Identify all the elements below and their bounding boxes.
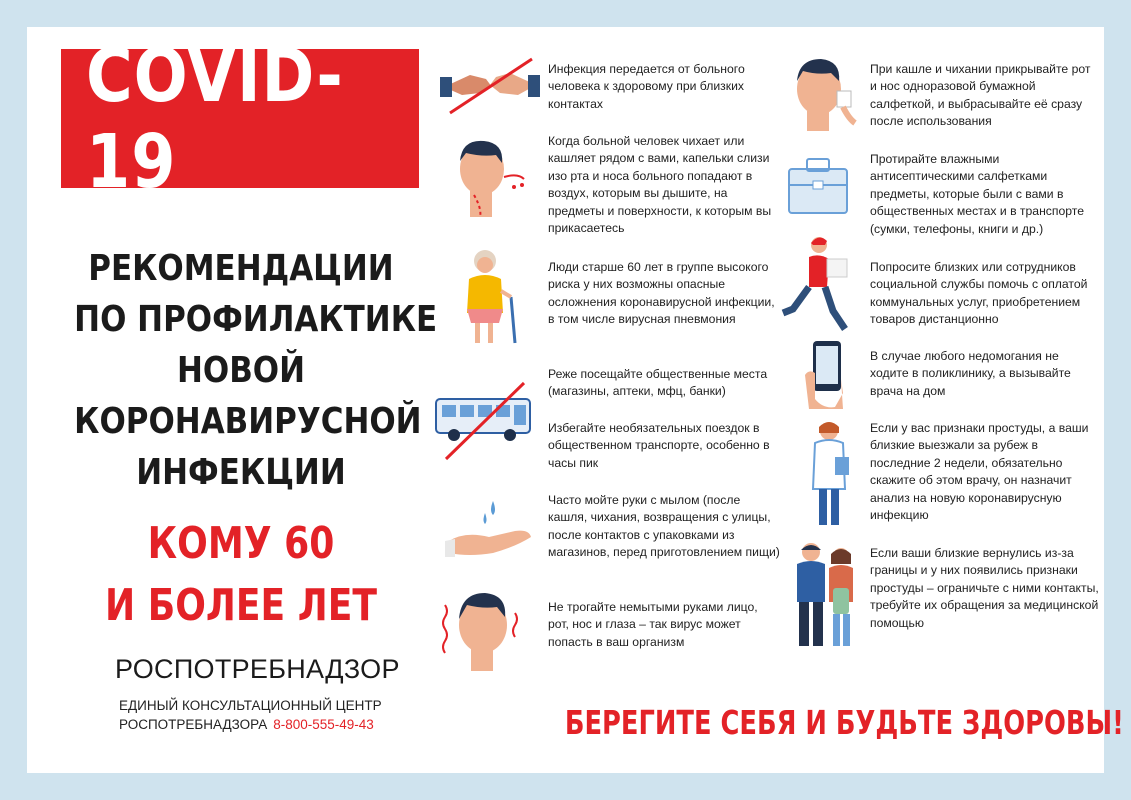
handwashing-icon	[445, 497, 535, 561]
recommendation-text: Избегайте необязательных поездок в общественном транспорте, особенно в часы пик	[548, 421, 770, 470]
recommendation-text: Реже посещайте общественные места (магазины, аптеки, мфц, банки)	[548, 367, 768, 399]
delivery-courier-icon	[779, 233, 855, 333]
headline-line: НОВОЙ	[176, 350, 306, 391]
recommendation-text: Люди старше 60 лет в группе высокого риска у них возможны опасные осложнения коронавирусной инфекции, в том числе вирусная пневмония	[548, 260, 775, 327]
elderly-woman-icon	[457, 247, 523, 347]
recommendation-text: Попросите близких или сотрудников социальной службы помочь с оплатой коммунальных услуг, приобретением товаров дистанционно	[870, 260, 1088, 327]
recommendation-text: Часто мойте руки с мылом (после кашля, чихания, возвращения с улицы, после контактов с упаковками из магазинов, перед приготовлением пищи)	[548, 493, 780, 560]
bus-crossed-icon	[432, 381, 536, 461]
recommendation-text: При кашле и чихании прикрывайте рот и нос одноразовой бумажной салфеткой, и выбрасывайте её сразу после использования	[870, 62, 1091, 129]
covid-title-banner	[61, 32, 419, 205]
recommendation-text: Если у вас признаки простуды, а ваши близкие выезжали за рубеж в последние 2 недели, обязательно скажите об этом врачу, он назначит анализ на новую коронавирусную инфекцию	[870, 421, 1089, 523]
org-name: РОСПОТРЕБНАДЗОР	[115, 654, 400, 684]
wipes-box-icon	[785, 155, 851, 217]
age-line: И БОЛЕЕ ЛЕТ	[105, 580, 377, 631]
covid-title: COVID-19	[86, 32, 344, 205]
headline-line: РЕКОМЕНДАЦИИ	[88, 248, 394, 289]
sneezing-person-icon	[452, 135, 532, 219]
recommendation-text: Когда больной человек чихает или кашляет рядом с вами, капельки слизи изо рта и носа больного попадают в воздух, которым вы дышите, на предметы и поверхности, к которым вы прикасаетесь	[548, 134, 772, 236]
headline-line: КОРОНАВИРУСНОЙ	[74, 401, 422, 442]
slogan-text: БЕРЕГИТЕ СЕБЯ И БУДЬТЕ ЗДОРОВЫ!	[564, 703, 1124, 742]
cover-cough-icon	[789, 53, 861, 133]
age-group-title	[47, 513, 435, 637]
hotline-phone[interactable]: 8-800-555-49-43	[273, 717, 374, 732]
recommendation-text: Не трогайте немытыми руками лицо, рот, нос и глаза – так вирус может попасть в ваш организм	[548, 600, 758, 649]
recommendation-text: Если ваши близкие вернулись из-за границы и у них появились признаки простуды – ограничьте с ними контакты, требуйте их обращения за медицинской помощью	[870, 546, 1099, 630]
consult-center-line1: ЕДИНЫЙ КОНСУЛЬТАЦИОННЫЙ ЦЕНТР	[119, 698, 382, 713]
no-face-touch-icon	[439, 585, 521, 673]
travelers-icon	[789, 540, 863, 650]
consult-center-name: РОСПОТРЕБНАДЗОРА	[119, 717, 268, 732]
headline	[47, 243, 438, 498]
recommendation-text: В случае любого недомогания не ходите в поликлинику, а вызывайте врача на дом	[870, 349, 1071, 398]
age-line: КОМУ 60	[147, 518, 335, 569]
poster	[27, 27, 1124, 773]
phone-in-hand-icon	[803, 339, 849, 411]
consult-center-line2	[119, 717, 374, 732]
recommendation-text: Протирайте влажными антисептическими салфетками предметы, которые были с вами в общественных местах и в транспорте (сумки, телефоны, книги и др.)	[870, 152, 1085, 236]
handshake-crossed-icon	[440, 57, 540, 115]
slogan	[486, 703, 1124, 742]
doctor-icon	[805, 419, 859, 529]
recommendation-text: Инфекция передается от больного человека к здоровому при близких контактах	[548, 62, 745, 111]
headline-line: ПО ПРОФИЛАКТИКЕ	[74, 299, 438, 340]
headline-line: ИНФЕКЦИИ	[136, 452, 346, 493]
